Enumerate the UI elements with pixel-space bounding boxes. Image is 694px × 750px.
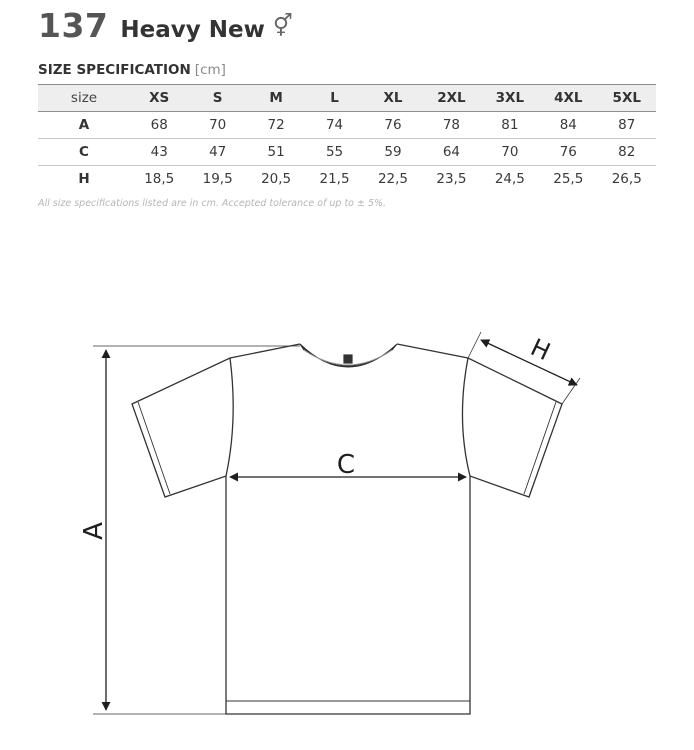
column-header: 2XL — [437, 90, 466, 106]
column-header: XL — [383, 90, 403, 106]
table-cell: 20,5 — [261, 171, 292, 187]
table-cell: 23,5 — [436, 171, 467, 187]
model-number: 137 — [38, 6, 109, 45]
column-header: M — [269, 90, 283, 106]
column-header: S — [212, 90, 223, 106]
dimension-a-label: A — [79, 522, 109, 540]
table-cell: 81 — [501, 117, 519, 133]
table-cell: 74 — [325, 117, 344, 133]
table-cell: 43 — [150, 144, 168, 160]
column-header: 4XL — [554, 90, 583, 106]
product-name: Heavy New — [120, 17, 265, 43]
table-cell: 19,5 — [202, 171, 233, 187]
dimension-h-label: H — [526, 333, 555, 367]
table-cell: 26,5 — [611, 171, 642, 187]
table-cell: 47 — [209, 144, 227, 160]
size-spec-unit: [cm] — [194, 62, 226, 78]
table-cell: 84 — [559, 117, 577, 133]
column-header: XS — [149, 90, 170, 106]
tolerance-note: All size specifications listed are in cm. Accepted tolerance of up to ± 5%. — [38, 198, 387, 209]
table-cell: 24,5 — [494, 171, 525, 187]
tshirt-outline — [132, 344, 562, 714]
table-cell: 59 — [384, 144, 402, 160]
dimension-c-label: C — [336, 450, 356, 480]
table-cell: 78 — [442, 117, 460, 133]
column-header: size — [70, 90, 98, 106]
unisex-icon: ⚥ — [272, 14, 293, 39]
table-cell: 51 — [267, 144, 285, 160]
table-cell: 87 — [618, 117, 636, 133]
table-cell: 72 — [267, 117, 285, 133]
table-cell: 70 — [501, 144, 519, 160]
size-spec-heading: SIZE SPECIFICATION — [38, 62, 191, 78]
neck-label-icon — [343, 354, 353, 364]
table-cell: 18,5 — [144, 171, 175, 187]
row-label: H — [78, 171, 90, 187]
row-label: C — [79, 144, 89, 160]
table-cell: 21,5 — [319, 171, 350, 187]
table-cell: 25,5 — [553, 171, 584, 187]
row-label: A — [78, 117, 90, 133]
table-cell: 82 — [618, 144, 636, 160]
column-header: 5XL — [612, 90, 641, 106]
table-cell: 70 — [209, 117, 227, 133]
column-header: L — [330, 90, 339, 106]
table-cell: 64 — [442, 144, 460, 160]
table-cell: 76 — [384, 117, 402, 133]
table-cell: 55 — [325, 144, 344, 160]
table-cell: 68 — [150, 117, 168, 133]
table-cell: 22,5 — [377, 171, 408, 187]
column-header: 3XL — [495, 90, 525, 106]
table-cell: 76 — [559, 144, 577, 160]
